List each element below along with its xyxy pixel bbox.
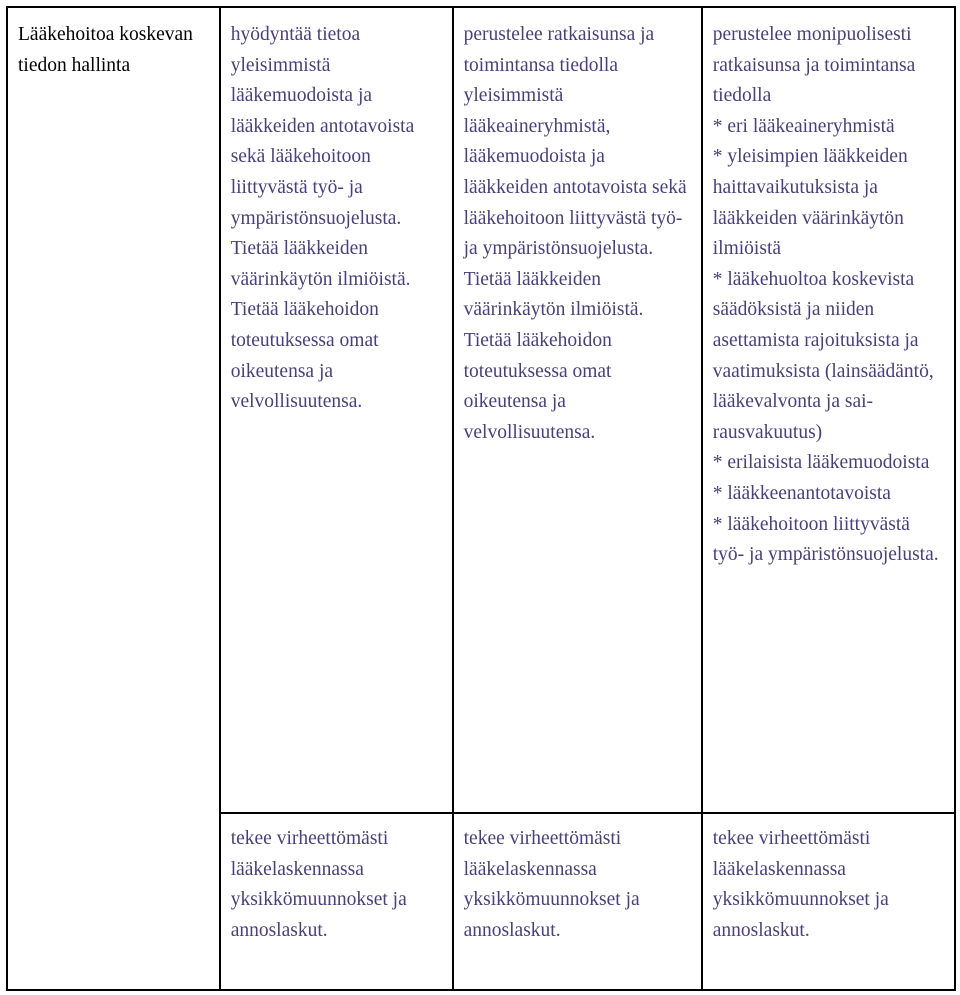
table-row xyxy=(7,7,955,813)
level1-calculation-cell xyxy=(220,813,453,990)
level3-calculation-text: tekee virheettömästi lääkelaskennassa yksikkömuunnokset ja annoslaskut. xyxy=(712,828,889,941)
level1-knowledge-cell xyxy=(220,7,453,813)
level2-calculation-cell xyxy=(453,813,702,990)
level3-calculation-cell xyxy=(702,813,955,990)
topic-cell xyxy=(7,7,220,990)
level3-knowledge-text: perustelee monipuolisesti ratkaisunsa ja toimintansa tiedolla * eri lääkeaineryhmistä * yleisimpien lääkkeiden haittavaikutuksista ja lääkkeiden väärinkäytön ilmiöistä * lääkehuoltoa koskevista säädöksistä ja niiden asettamista rajoituksista ja vaatimuksista (lainsäädäntö, lääkevalvonta ja sai-rausvakuutus) * erilaisista lääkemuodoista * lääkkeenantotavoista * lääkehoitoon liittyvästä työ- ja ympäristönsuojelusta. xyxy=(712,24,939,566)
level2-knowledge-cell xyxy=(453,7,702,813)
level3-knowledge-cell xyxy=(702,7,955,813)
level1-calculation-text: tekee virheettömästi lääkelaskennassa yksikkömuunnokset ja annoslaskut. xyxy=(230,828,407,941)
level1-knowledge-text: hyödyntää tietoa yleisimmistä lääkemuodoista ja lääkkeiden antotavoista sekä lääkehoitoon liittyvästä työ- ja ympäristönsuojelusta. Tietää lääkkeiden väärinkäytön ilmiöistä. Tietää lääkehoidon toteutuksessa omat oikeutensa ja velvollisuutensa. xyxy=(230,24,415,413)
level2-calculation-text: tekee virheettömästi lääkelaskennassa yksikkömuunnokset ja annoslaskut. xyxy=(463,828,640,941)
criteria-table xyxy=(6,6,956,991)
topic-text: Lääkehoitoa koskevan tiedon hallinta xyxy=(18,24,193,76)
level2-knowledge-text: perustelee ratkaisunsa ja toimintansa tiedolla yleisimmistä lääkeaineryhmistä, lääkemuodoista ja lääkkeiden antotavoista sekä lääkehoitoon liittyvästä työ- ja ympäristönsuojelusta. Tietää lääkkeiden väärinkäytön ilmiöistä. Tietää lääkehoidon toteutuksessa omat oikeutensa ja velvollisuutensa. xyxy=(463,24,687,443)
